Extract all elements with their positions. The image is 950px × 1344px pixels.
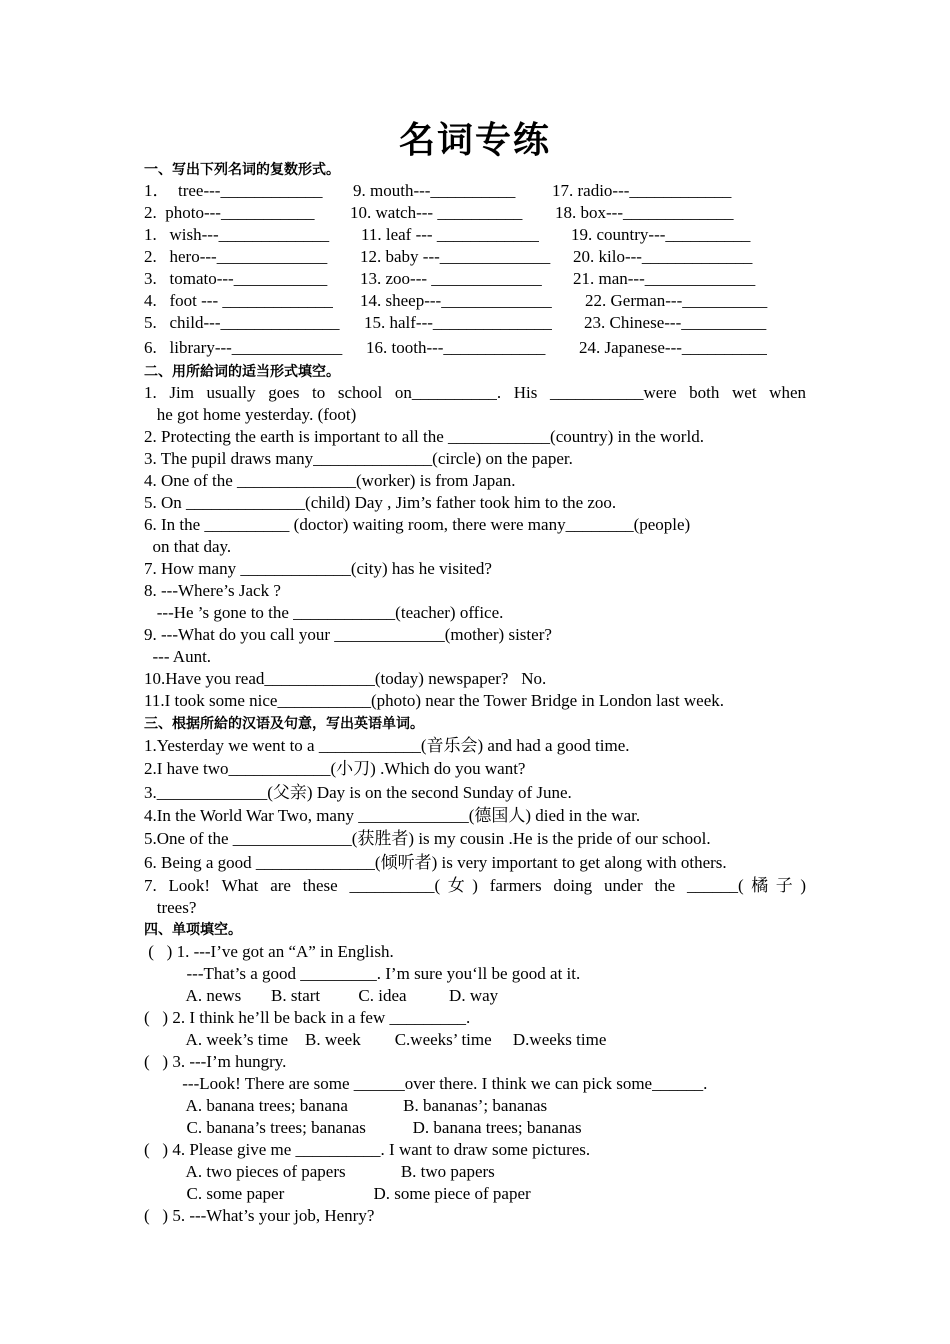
fill-blank-line: 11.I took some nice___________(photo) near the Tower Bridge in London last week. [144, 691, 724, 710]
fill-blank-line: 10.Have you read_____________(today) newspaper? No. [144, 669, 547, 688]
plural-item: 19. country---__________ [571, 225, 751, 244]
fill-blank-line: 5. On ______________(child) Day , Jim’s father took him to the zoo. [144, 493, 617, 512]
plural-item: 21. man---_____________ [573, 269, 756, 288]
translation-line: 7. Look! What are these __________(女) farmers doing under the ______(橘子) [144, 876, 806, 895]
translation-line: 2.I have two____________(小刀) .Which do you want? [144, 759, 526, 778]
translation-line: 6. Being a good ______________(倾听者) is very important to get along with others. [144, 853, 727, 872]
translation-line: trees? [144, 898, 197, 917]
choice-line: ( ) 4. Please give me __________. I want to draw some pictures. [144, 1140, 591, 1159]
plural-item: 9. mouth---__________ [353, 181, 516, 200]
fill-blank-line: 4. One of the ______________(worker) is from Japan. [144, 471, 516, 490]
plural-item: 15. half---______________ [364, 313, 552, 332]
translation-line: 3._____________(父亲) Day is on the second Sunday of June. [144, 783, 572, 802]
section1-heading: 一、写出下列名词的复数形式。 [144, 162, 340, 178]
fill-blank-line: 8. ---Where’s Jack ? [144, 581, 281, 600]
fill-blank-line: 3. The pupil draws many______________(circle) on the paper. [144, 449, 573, 468]
plural-item: 4. foot --- _____________ [144, 291, 333, 310]
choice-line: A. banana trees; banana B. bananas’; bananas [144, 1096, 548, 1115]
page-title: 名词专练 [398, 120, 551, 161]
choice-line: C. banana’s trees; bananas D. banana trees; bananas [144, 1118, 582, 1137]
choice-line: A. two pieces of papers B. two papers [144, 1162, 495, 1181]
section4-heading: 四、单项填空。 [144, 922, 242, 938]
plural-item: 17. radio---____________ [552, 181, 732, 200]
choice-line: ---That’s a good _________. I’m sure you‘ll be good at it. [144, 964, 581, 983]
fill-blank-line: 7. How many _____________(city) has he visited? [144, 559, 492, 578]
plural-item: 1. wish---_____________ [144, 225, 330, 244]
choice-line: ( ) 5. ---What’s your job, Henry? [144, 1206, 375, 1225]
fill-blank-line: 6. In the __________ (doctor) waiting room, there were many________(people) [144, 515, 691, 534]
choice-line: A. week’s time B. week C.weeks’ time D.weeks time [144, 1030, 607, 1049]
plural-item: 22. German---__________ [585, 291, 768, 310]
fill-blank-line: he got home yesterday. (foot) [144, 405, 357, 424]
fill-blank-line: 9. ---What do you call your _____________(mother) sister? [144, 625, 552, 644]
plural-item: 13. zoo--- _____________ [360, 269, 542, 288]
plural-item: 2. hero---_____________ [144, 247, 328, 266]
translation-line: 4.In the World War Two, many _____________(德国人) died in the war. [144, 806, 641, 825]
plural-item: 5. child---______________ [144, 313, 340, 332]
choice-line: ---Look! There are some ______over there. I think we can pick some______. [144, 1074, 708, 1093]
plural-item: 18. box---_____________ [555, 203, 734, 222]
plural-item: 10. watch--- __________ [350, 203, 523, 222]
choice-line: ( ) 2. I think he’ll be back in a few _________. [144, 1008, 471, 1027]
plural-item: 1． tree---____________ [144, 181, 323, 200]
plural-item: 24. Japanese---__________ [579, 338, 767, 357]
plural-item: 11. leaf --- ____________ [361, 225, 539, 244]
fill-blank-line: 1. Jim usually goes to school on__________. His ___________were both wet when [144, 383, 806, 402]
plural-item: 12. baby ---_____________ [360, 247, 551, 266]
fill-blank-line: on that day. [144, 537, 232, 556]
plural-item: 14. sheep---_____________ [360, 291, 552, 310]
choice-line: ( ) 1. ---I’ve got an “A” in English. [144, 942, 394, 961]
plural-item: 23. Chinese---__________ [584, 313, 767, 332]
plural-item: 20. kilo---_____________ [573, 247, 753, 266]
section2-heading: 二、用所給词的适当形式填空。 [144, 364, 340, 380]
fill-blank-line: ---He ’s gone to the ____________(teacher) office. [144, 603, 504, 622]
plural-item: 6. library---_____________ [144, 338, 343, 357]
translation-line: 1.Yesterday we went to a ____________(音乐会) and had a good time. [144, 736, 630, 755]
choice-line: C. some paper D. some piece of paper [144, 1184, 531, 1203]
choice-line: ( ) 3. ---I’m hungry. [144, 1052, 287, 1071]
plural-item: 2. photo---___________ [144, 203, 315, 222]
translation-line: 5.One of the ______________(获胜者) is my cousin .He is the pride of our school. [144, 829, 711, 848]
plural-item: 16. tooth---____________ [366, 338, 546, 357]
section3-heading: 三、根据所給的汉语及句意，写出英语单词。 [144, 716, 424, 732]
plural-item: 3. tomato---___________ [144, 269, 328, 288]
choice-line: A. news B. start C. idea D. way [144, 986, 499, 1005]
fill-blank-line: --- Aunt. [144, 647, 212, 666]
fill-blank-line: 2. Protecting the earth is important to all the ____________(country) in the world. [144, 427, 704, 446]
